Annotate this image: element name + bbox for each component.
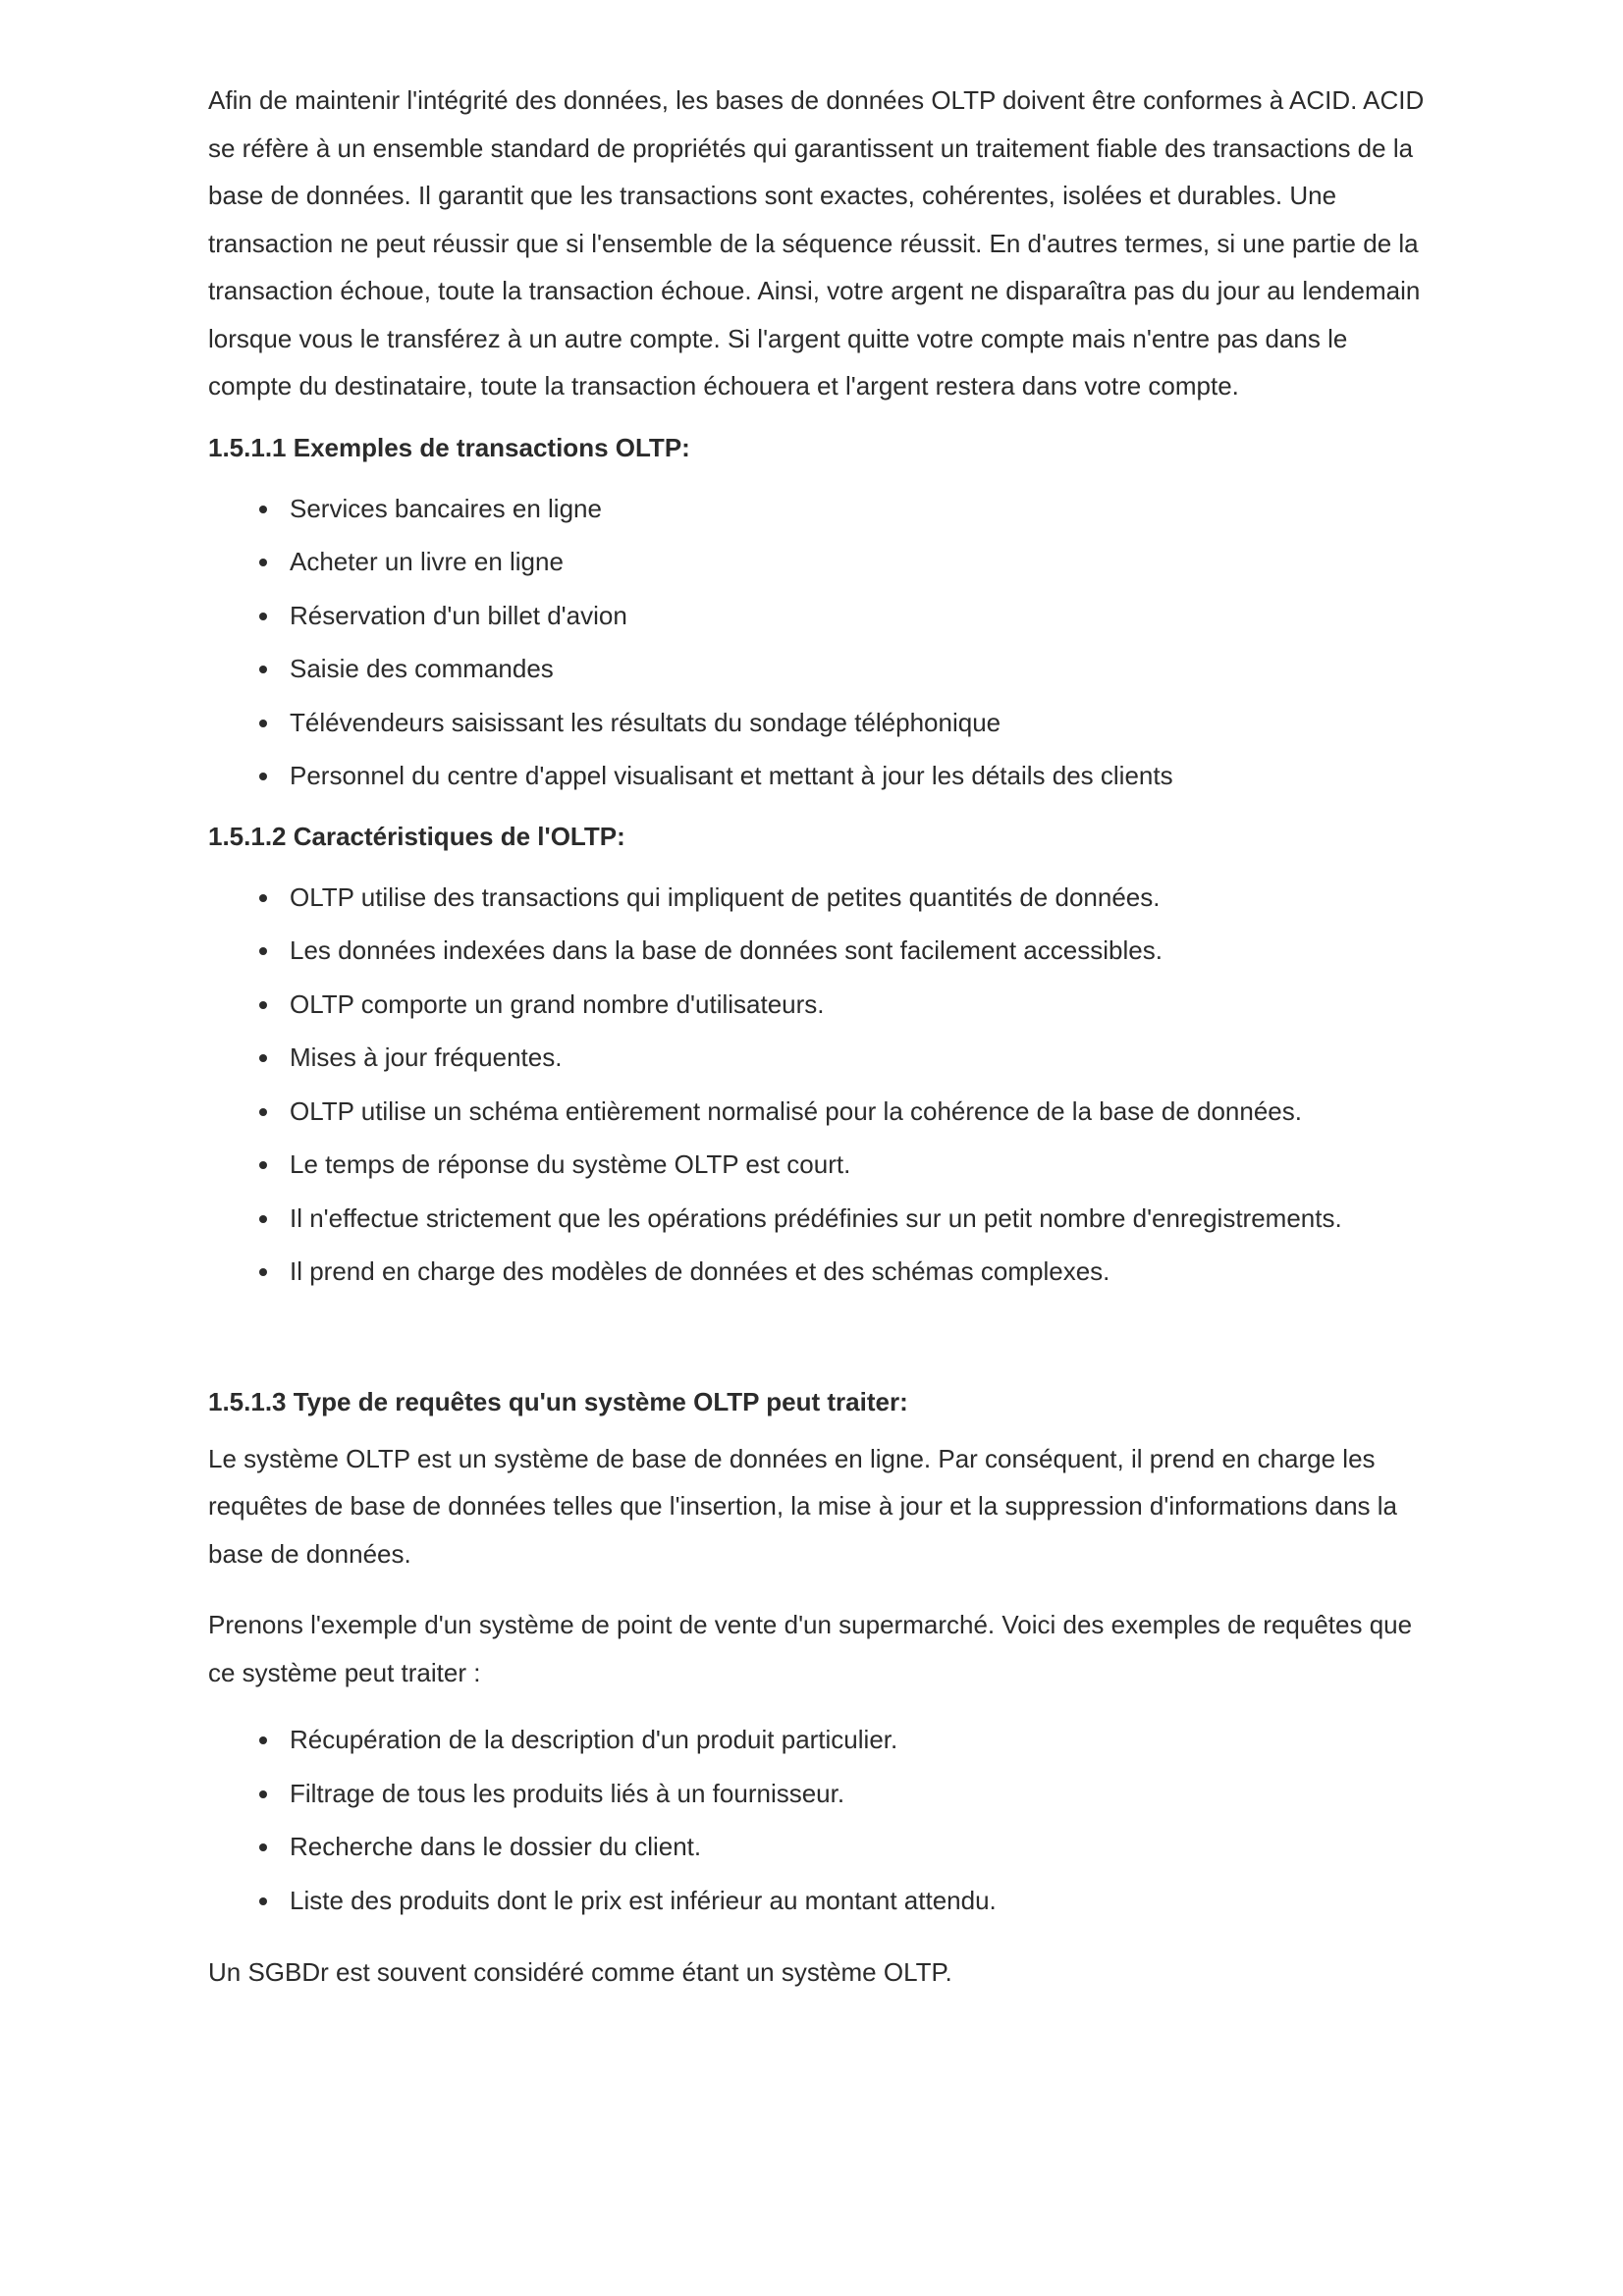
list-item: Il prend en charge des modèles de données et des schémas complexes. [208,1245,1435,1299]
list-item: Réservation d'un billet d'avion [208,589,1435,643]
queries-paragraph-2: Prenons l'exemple d'un système de point de vente d'un supermarché. Voici des exemples de requêtes que ce système peut traiter : [208,1610,1413,1687]
list-item: Recherche dans le dossier du client. [208,1820,1435,1874]
intro-paragraph: Afin de maintenir l'intégrité des données, les bases de données OLTP doivent être conformes à ACID. ACID se réfère à un ensemble standard de propriétés qui garantissent un traitement fiable des transactions de la base de données. Il garantit que les transactions sont exactes, cohérentes, isolées et durables. Une transaction ne peut réussir que si l'ensemble de la séquence réussit. En d'autres termes, si une partie de la transaction échoue, toute la transaction échoue. Ainsi, votre argent ne disparaîtra pas du jour au lendemain lorsque vous le transférez à un autre compte. Si l'argent quitte votre compte mais n'entre pas dans le compte du destinataire, toute la transaction échouera et l'argent restera dans votre compte. [208,85,1425,400]
document-page [208,77,1435,1997]
list-item: Les données indexées dans la base de données sont facilement accessibles. [208,924,1435,978]
closing-paragraph: Un SGBDr est souvent considéré comme étant un système OLTP. [208,1957,952,1987]
list-item: Le temps de réponse du système OLTP est court. [208,1138,1435,1192]
list-item: Saisie des commandes [208,642,1435,696]
queries-list [208,1713,1435,1927]
characteristics-list [208,871,1435,1299]
list-item: OLTP comporte un grand nombre d'utilisateurs. [208,978,1435,1032]
queries-paragraph-1: Le système OLTP est un système de base de données en ligne. Par conséquent, il prend en charge les requêtes de base de données telles que l'insertion, la mise à jour et la suppression d'informations dans la base de données. [208,1443,1397,1569]
list-item: OLTP utilise des transactions qui impliquent de petites quantités de données. [208,871,1435,925]
list-item: Acheter un livre en ligne [208,535,1435,589]
list-item: Liste des produits dont le prix est inférieur au montant attendu. [208,1874,1435,1928]
list-item: Il n'effectue strictement que les opérations prédéfinies sur un petit nombre d'enregistrements. [208,1192,1435,1246]
list-item: Filtrage de tous les produits liés à un fournisseur. [208,1767,1435,1821]
heading-characteristics: 1.5.1.2 Caractéristiques de l'OLTP: [208,821,625,851]
heading-examples: 1.5.1.1 Exemples de transactions OLTP: [208,432,690,462]
heading-queries: 1.5.1.3 Type de requêtes qu'un système OLTP peut traiter: [208,1386,908,1416]
list-item: OLTP utilise un schéma entièrement normalisé pour la cohérence de la base de données. [208,1085,1435,1139]
list-item: Mises à jour fréquentes. [208,1031,1435,1085]
list-item: Personnel du centre d'appel visualisant et mettant à jour les détails des clients [208,749,1435,803]
list-item: Télévendeurs saisissant les résultats du sondage téléphonique [208,696,1435,750]
list-item: Services bancaires en ligne [208,482,1435,536]
list-item: Récupération de la description d'un produit particulier. [208,1713,1435,1767]
examples-list [208,482,1435,803]
